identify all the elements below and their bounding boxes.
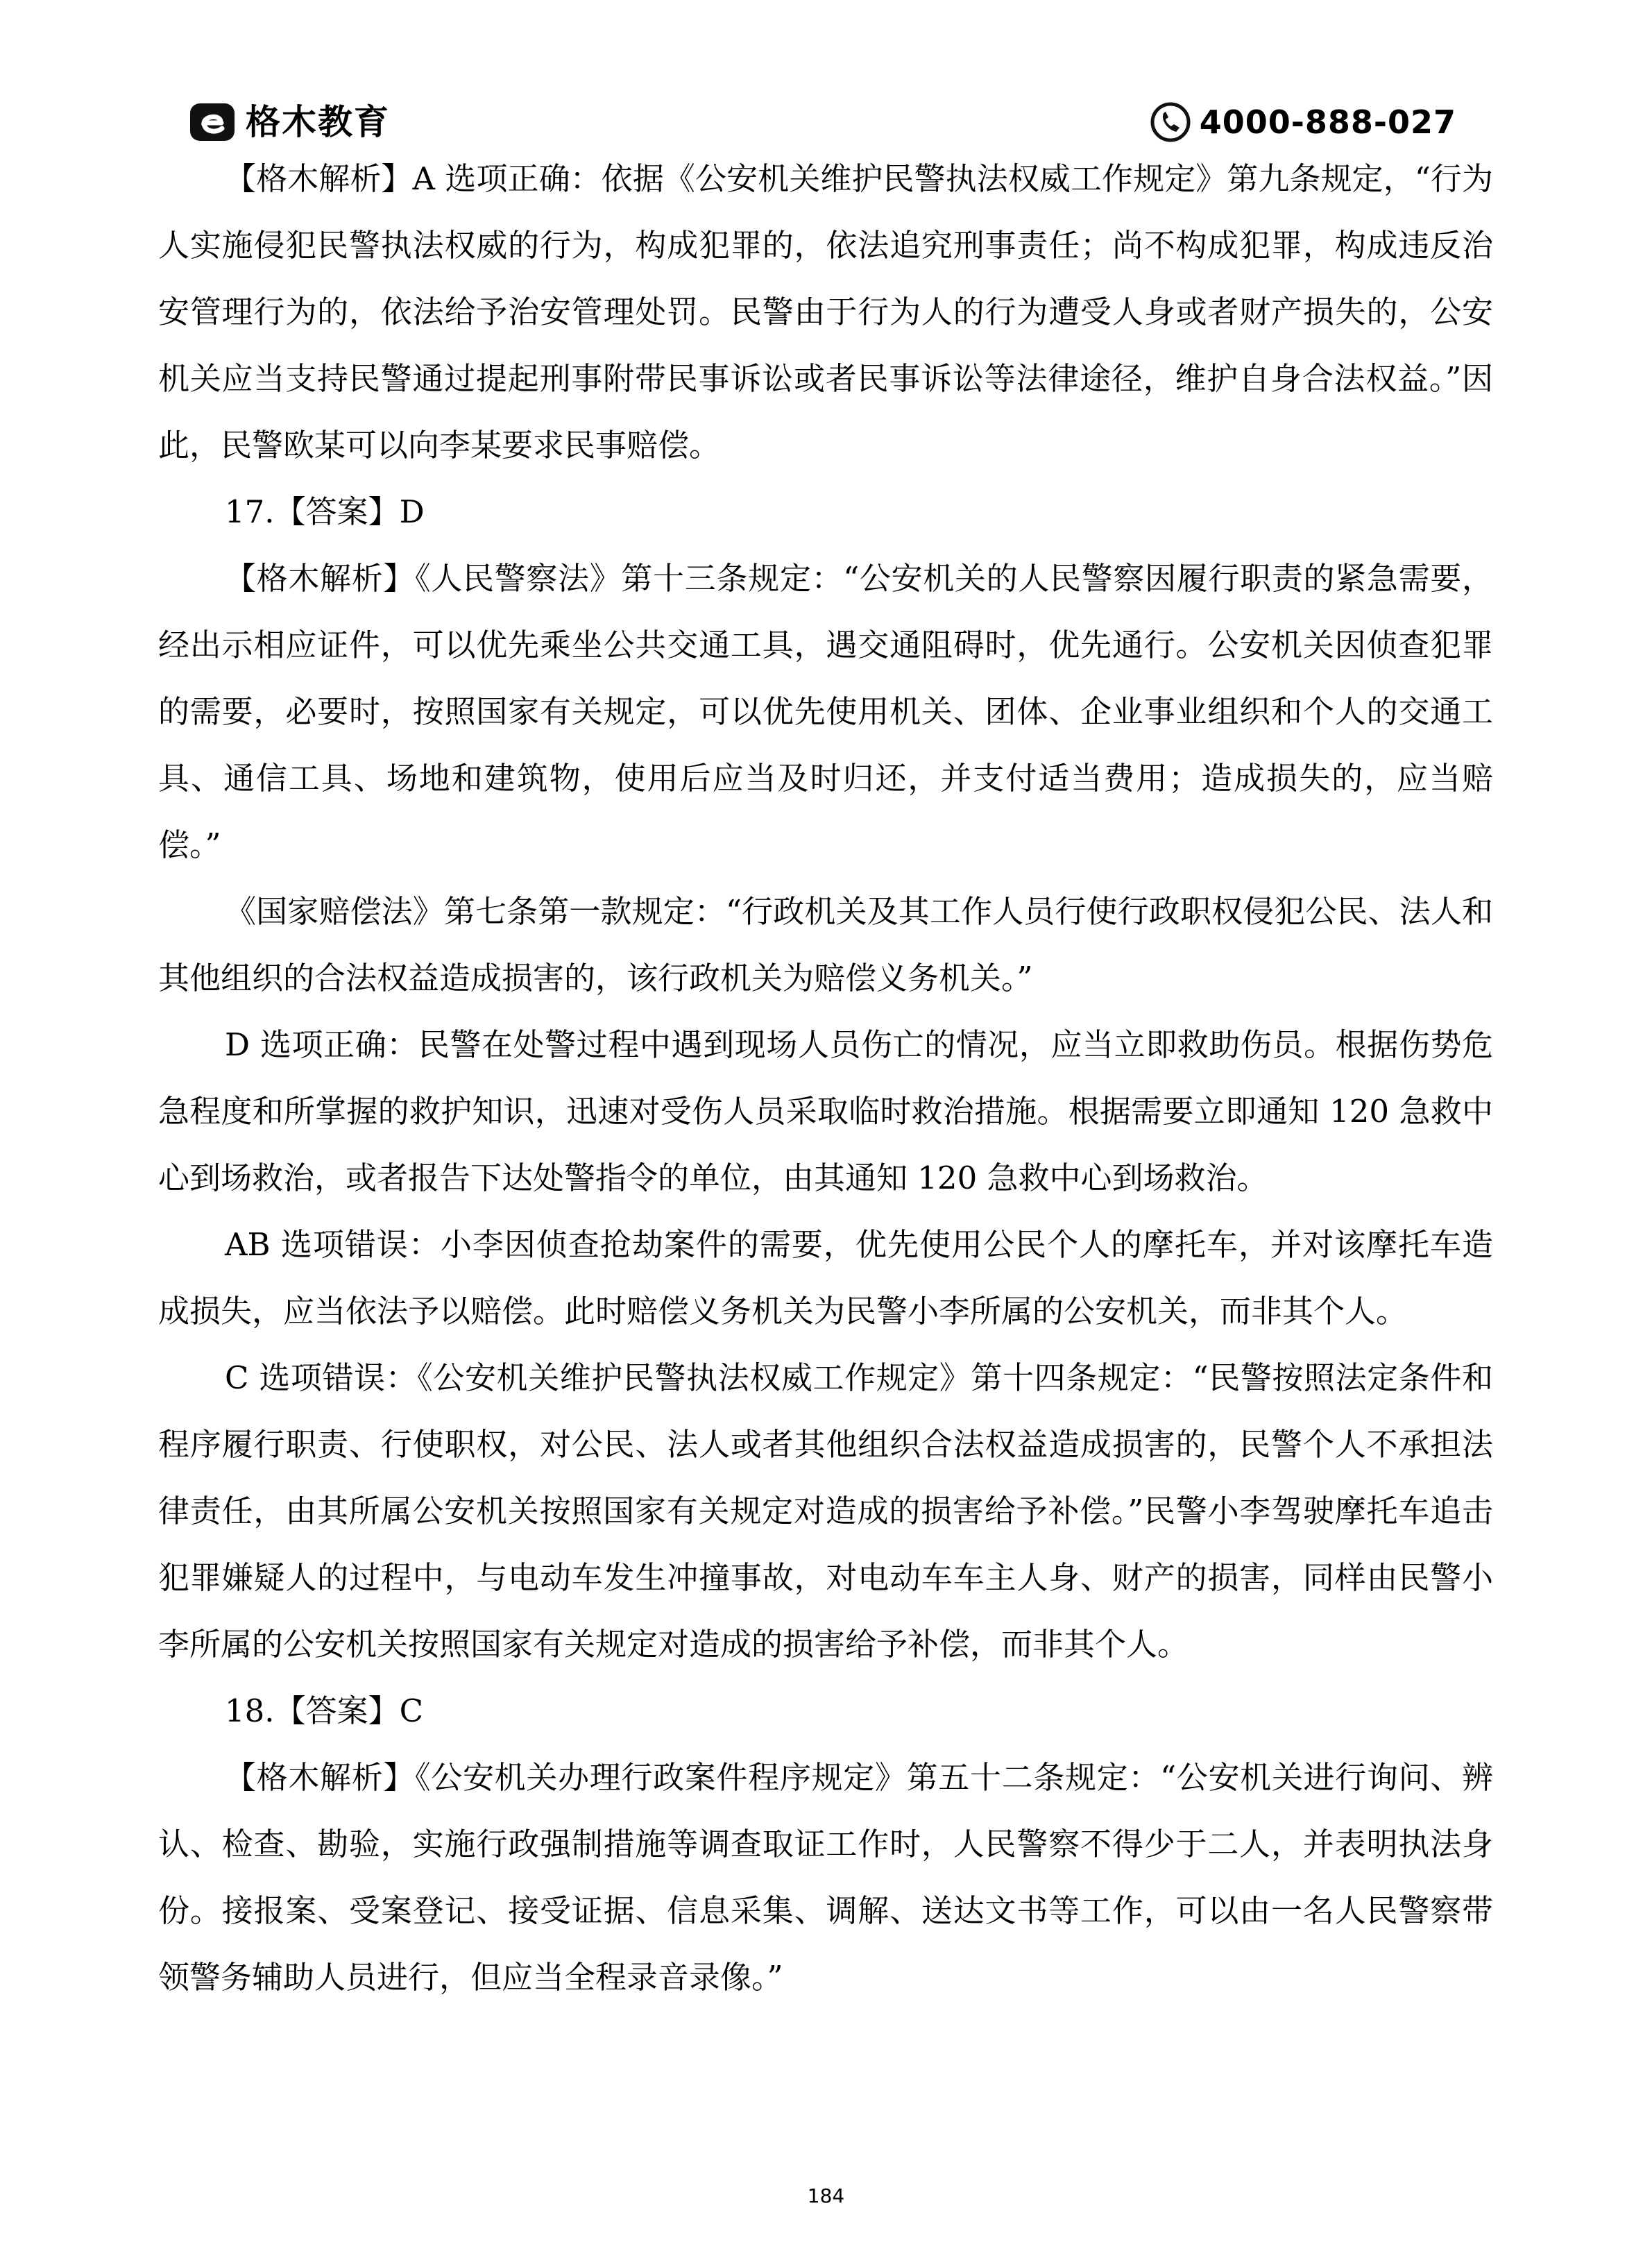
page-header [0, 0, 1652, 153]
paragraph: 【格木解析】《公安机关办理行政案件程序规定》第五十二条规定：“公安机关进行询问、辨认、检查、勘验，实施行政强制措施等调查取证工作时，人民警察不得少于二人，并表明执法身份。接报案、受案登记、接受证据、信息采集、调解、送达文书等工作，可以由一名人民警察带领警务辅助人员进行，但应当全程录音录像。” [158, 1759, 1493, 1996]
paragraph: 《国家赔偿法》第七条第一款规定：“行政机关及其工作人员行使行政职权侵犯公民、法人和其他组织的合法权益造成损害的，该行政机关为赔偿义务机关。” [158, 893, 1493, 996]
brand-name: 格木教育 [246, 102, 390, 142]
paragraph: AB 选项错误：小李因侦查抢劫案件的需要，优先使用公民个人的摩托车，并对该摩托车造成损失，应当依法予以赔偿。此时赔偿义务机关为民警小李所属的公安机关，而非其个人。 [158, 1226, 1493, 1330]
phone-icon [1150, 101, 1191, 143]
brand-logo-icon [189, 102, 236, 142]
answer-line: 18.【答案】C [225, 1692, 423, 1729]
hotline-number: 4000-888-027 [1199, 103, 1456, 141]
document-body [158, 146, 1493, 2011]
brand-logo [189, 101, 390, 143]
paragraph: 【格木解析】A 选项正确：依据《公安机关维护民警执法权威工作规定》第九条规定，“行为人实施侵犯民警执法权威的行为，构成犯罪的，依法追究刑事责任；尚不构成犯罪，构成违反治安管理行为的，依法给予治安管理处罚。民警由于行为人的行为遭受人身或者财产损失的，公安机关应当支持民警通过提起刑事附带民事诉讼或者民事诉讼等法律途径，维护自身合法权益。”因此，民警欧某可以向李某要求民事赔偿。 [158, 160, 1493, 464]
paragraph: D 选项正确：民警在处警过程中遇到现场人员伤亡的情况，应当立即救助伤员。根据伤势危急程度和所掌握的救护知识，迅速对受伤人员采取临时救治措施。根据需要立即通知 120 急救中心到场救治，或者报告下达处警指令的单位，由其通知 120 急救中心到场救治。 [158, 1026, 1493, 1196]
hotline [1150, 101, 1456, 143]
page-number: 184 [807, 2184, 845, 2207]
answer-line: 17.【答案】D [225, 493, 425, 530]
paragraph: 【格木解析】《人民警察法》第十三条规定：“公安机关的人民警察因履行职责的紧急需要，经出示相应证件，可以优先乘坐公共交通工具，遇交通阻碍时，优先通行。公安机关因侦查犯罪的需要，必要时，按照国家有关规定，可以优先使用机关、团体、企业事业组织和个人的交通工具、通信工具、场地和建筑物，使用后应当及时归还，并支付适当费用；造成损失的，应当赔偿。” [158, 560, 1493, 863]
paragraph: C 选项错误：《公安机关维护民警执法权威工作规定》第十四条规定：“民警按照法定条件和程序履行职责、行使职权，对公民、法人或者其他组织合法权益造成损害的，民警个人不承担法律责任，由其所属公安机关按照国家有关规定对造成的损害给予补偿。”民警小李驾驶摩托车追击犯罪嫌疑人的过程中，与电动车发生冲撞事故，对电动车车主人身、财产的损害，同样由民警小李所属的公安机关按照国家有关规定对造成的损害给予补偿，而非其个人。 [158, 1359, 1493, 1663]
